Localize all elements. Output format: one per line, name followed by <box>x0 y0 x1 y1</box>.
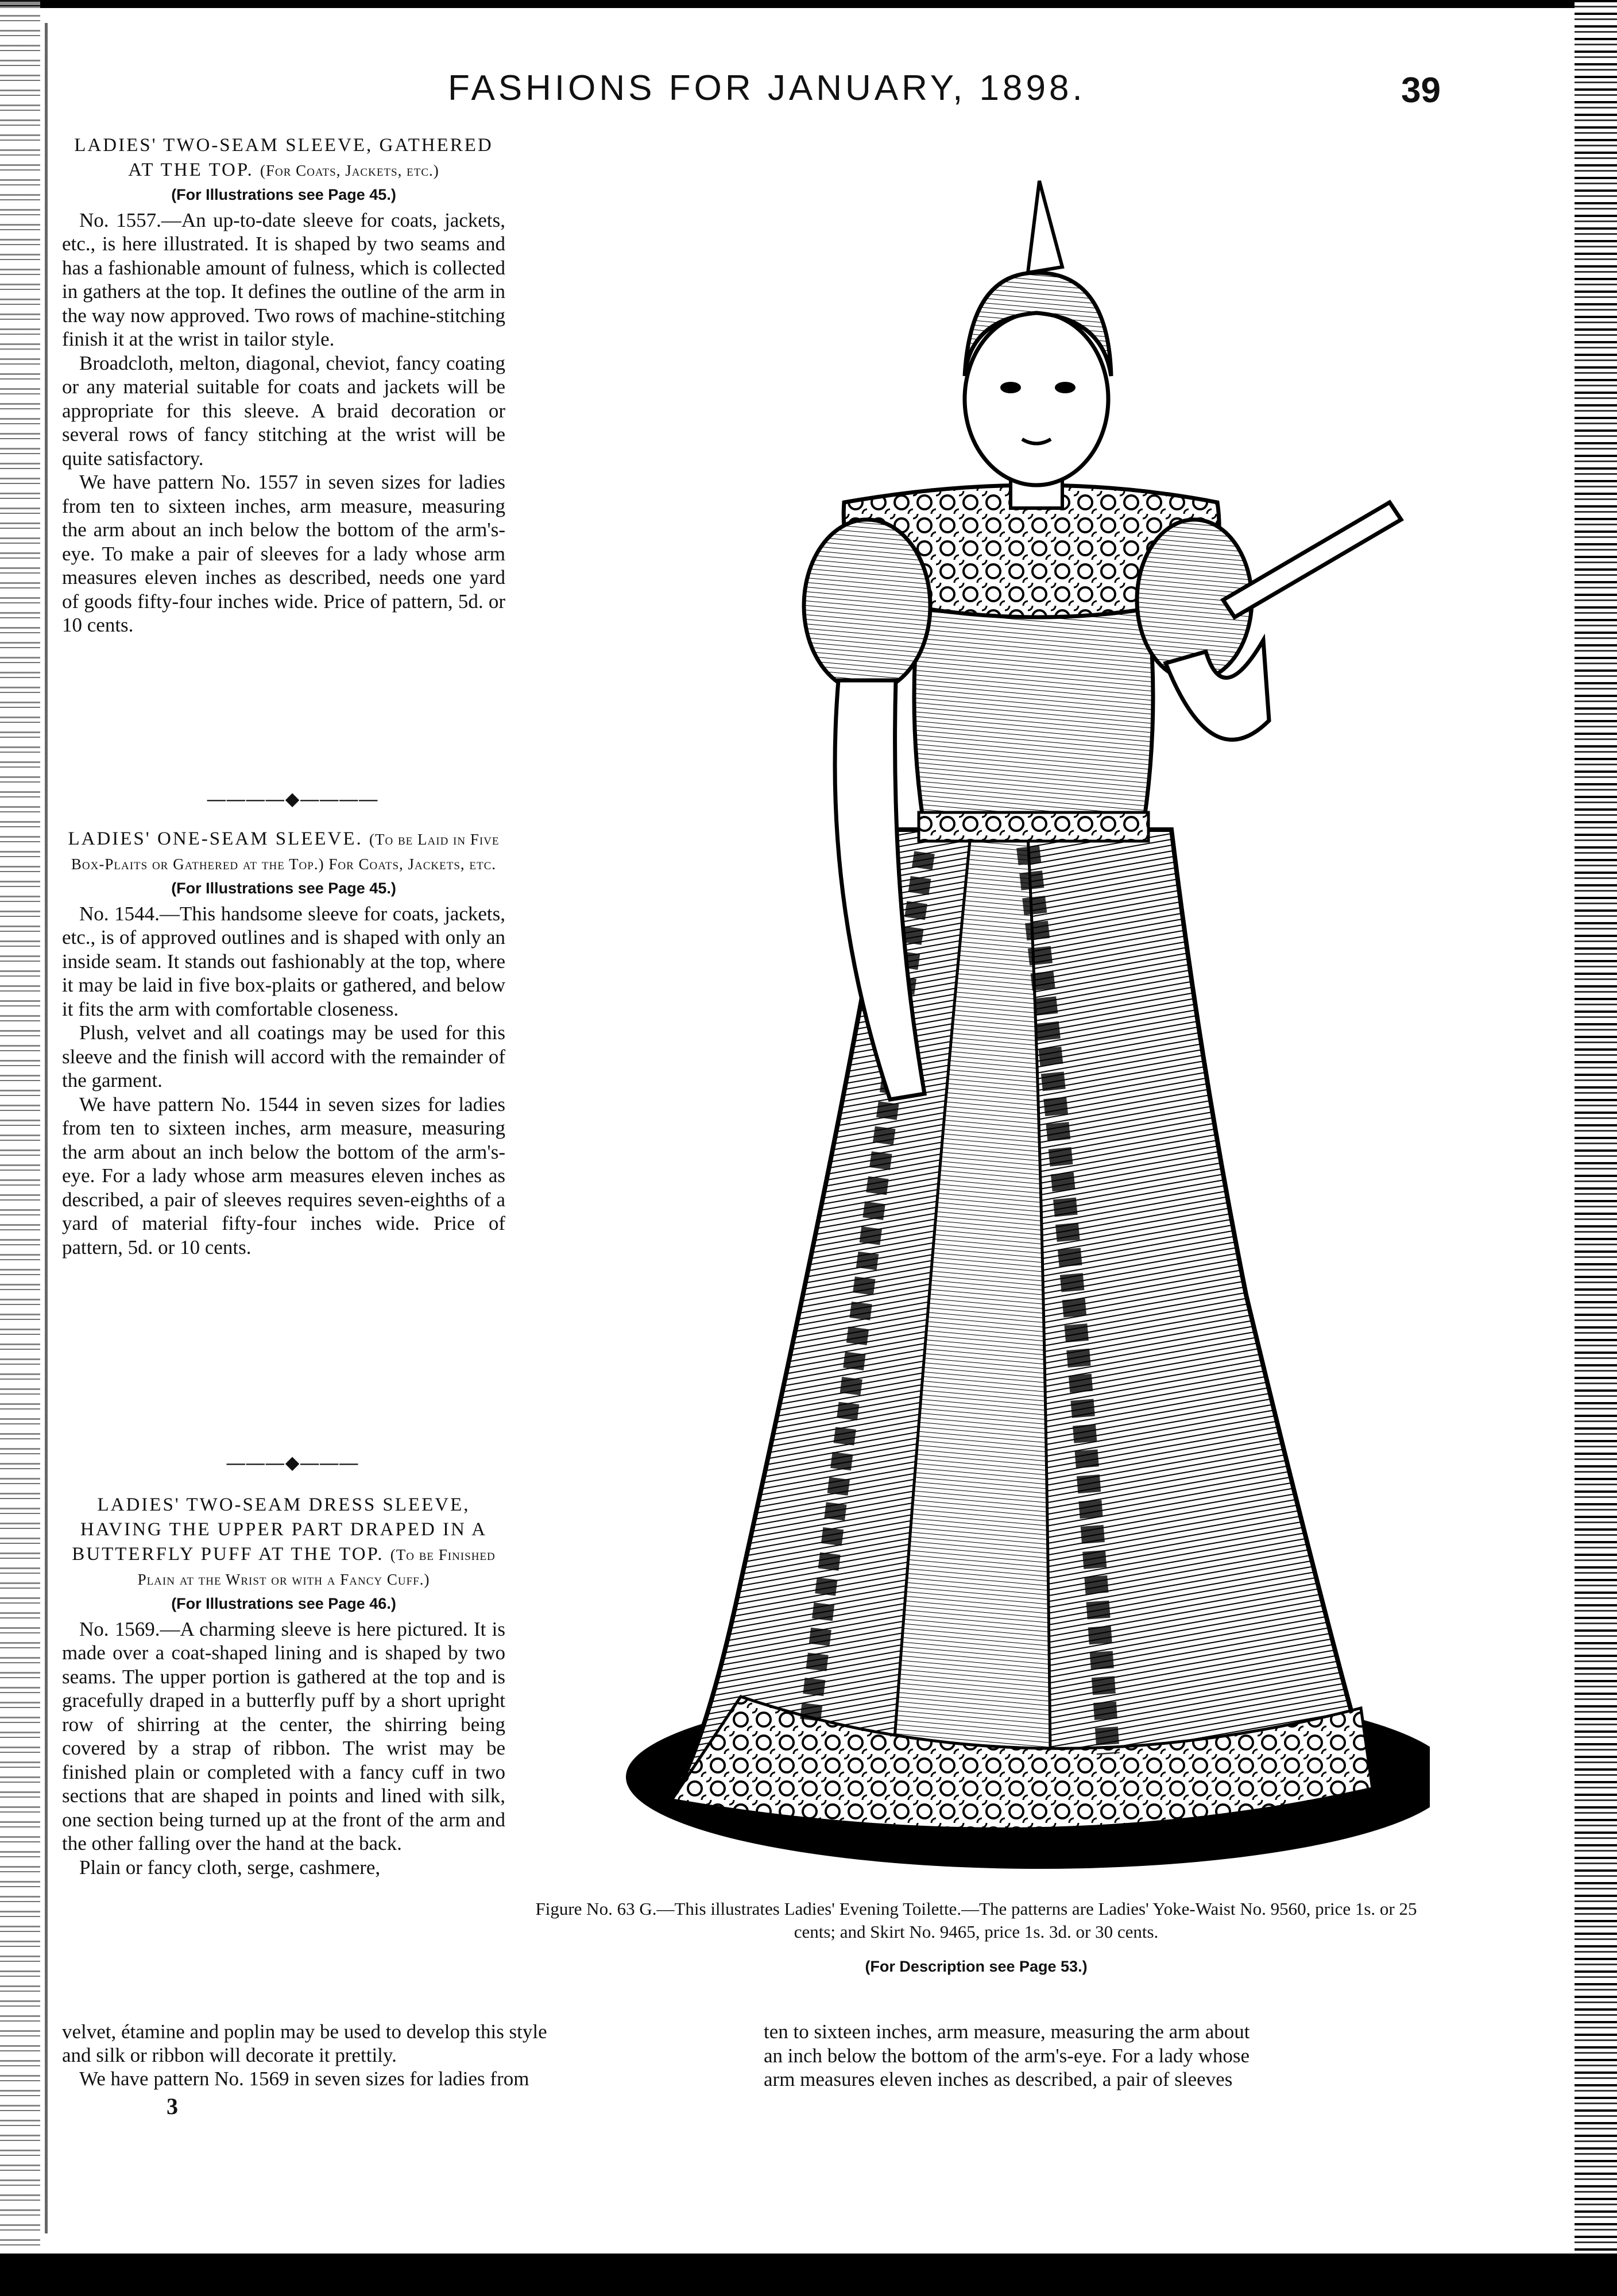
article-title <box>62 827 505 876</box>
article-title <box>62 133 505 183</box>
section-divider: ———◆——— <box>226 1452 359 1473</box>
illustration-reference: (For Illustrations see Page 46.) <box>171 1594 396 1612</box>
page-number: 39 <box>1401 71 1441 110</box>
puff-sleeve-left <box>804 520 930 692</box>
face <box>965 313 1108 485</box>
article-subtitle: (To be Finished Plain at the Wrist or with a Fancy Cuff.) <box>137 1546 496 1588</box>
continued-text <box>764 2020 1441 2092</box>
waistband <box>919 812 1148 841</box>
hair-aigrette <box>1028 181 1062 273</box>
scan-edge-right <box>1575 0 1617 2254</box>
article-title-text: LADIES' TWO-SEAM SLEEVE, GATHERED AT THE TOP. <box>74 135 493 180</box>
caption-description-reference: (For Description see Page 53.) <box>865 1958 1088 1975</box>
scan-edge-bottom <box>0 2254 1617 2296</box>
evening-toilette-illustration <box>568 146 1430 1903</box>
article-subtitle: (For Coats, Jackets, etc.) <box>260 161 439 179</box>
body-line: We have pattern No. 1569 in seven sizes for ladies from <box>79 2067 529 2090</box>
scan-edge-left <box>0 0 40 2296</box>
body-line: velvet, étamine and poplin may be used to develop this style <box>62 2020 547 2043</box>
paragraph: No. 1544.—This handsome sleeve for coats, jackets, etc., is of approved outlines and is shaped with only an inside seam. It stands out fashionably at the top, where it may be laid in five box-plaits or gathered, and below it fits the arm with comfortable closeness. <box>62 902 505 1020</box>
article-title <box>62 1493 505 1592</box>
body-line: an inch below the bottom of the arm's-eye. For a lady whose <box>764 2044 1250 2067</box>
scan-edge-top <box>0 0 1617 8</box>
article-title-text: LADIES' TWO-SEAM DRESS SLEEVE, HAVING THE UPPER PART DRAPED IN A BUTTERFLY PUFF AT THE TOP. <box>72 1494 488 1565</box>
article-title-text: LADIES' ONE-SEAM SLEEVE. <box>68 828 363 849</box>
paragraph: We have pattern No. 1557 in seven sizes for ladies from ten to sixteen inches, arm measure, measuring the arm about an inch below the bottom of the arm's-eye. To make a pair of sleeves for a lady whose arm measures eleven inches as described, needs one yard of goods fifty-four inches wide. Price of pattern, 5d. or 10 cents. <box>62 471 505 637</box>
article-two-seam-sleeve <box>62 133 505 637</box>
paragraph: Plush, velvet and all coatings may be used for this sleeve and the finish will accord with the remainder of the garment. <box>62 1021 505 1092</box>
paragraph: No. 1569.—A charming sleeve is here pictured. It is made over a coat-shaped lining and is shaped by two seams. The upper portion is gathered at the top and is gracefully draped in a butterfly puff by a short upright row of shirring at the center, the shirring being covered by a strap of ribbon. The wrist may be finished plain or completed with a fancy cuff in two sections that are shaped in points and lined with silk, one section being turned up at the front of the arm and the other falling over the hand at the back. <box>62 1617 505 1855</box>
running-title: FASHIONS FOR JANUARY, 1898. <box>448 68 1086 108</box>
body-line: ten to sixteen inches, arm measure, measuring the arm about <box>764 2020 1250 2043</box>
illustration-reference: (For Illustrations see Page 45.) <box>171 185 396 203</box>
article-dress-sleeve <box>62 1493 505 1879</box>
paragraph: Plain or fancy cloth, serge, cashmere, <box>79 1856 381 1879</box>
paragraph: Broadcloth, melton, diagonal, cheviot, fancy coating or any material suitable for coats and jackets will be appropriate for this sleeve. A braid decoration or several rows of fancy stitching at the wrist will be quite satisfactory. <box>62 351 505 470</box>
article-subtitle: (To be Laid in Five Box-Plaits or Gathered at the Top.) For Coats, Jackets, etc. <box>71 831 500 873</box>
paragraph: We have pattern No. 1544 in seven sizes for ladies from ten to sixteen inches, arm measure, measuring the arm about an inch below the bottom of the arm's-eye. For a lady whose arm measures eleven inches as described, a pair of sleeves requires seven-eighths of a yard of material fifty-four inches wide. Price of pattern, 5d. or 10 cents. <box>62 1093 505 1259</box>
binding-line <box>45 23 48 2233</box>
body-line: and silk or ribbon will decorate it prettily. <box>62 2044 397 2066</box>
section-divider: ————◆———— <box>207 788 379 809</box>
illustration-reference: (For Illustrations see Page 45.) <box>171 879 396 897</box>
figure-caption: Figure No. 63 G.—This illustrates Ladies' Evening Toilette.—The patterns are Ladies' Yoke-Waist No. 9560, price 1s. or 25 cents; and Skirt No. 9465, price 1s. 3d. or 30 cents. <box>535 1899 1417 1942</box>
paragraph: No. 1557.—An up-to-date sleeve for coats, jackets, etc., is here illustrated. It is shaped by two seams and has a fashionable amount of fulness, which is collected in gathers at the top. It defines the outline of the arm in the way now approved. Two rows of machine-stitching finish it at the wrist in tailor style. <box>62 208 505 351</box>
body-line: arm measures eleven inches as described, a pair of sleeves <box>764 2068 1233 2090</box>
article-one-seam-sleeve <box>62 827 505 1259</box>
fan <box>1223 502 1401 617</box>
bodice <box>914 594 1153 830</box>
signature-mark: 3 <box>167 2093 178 2119</box>
